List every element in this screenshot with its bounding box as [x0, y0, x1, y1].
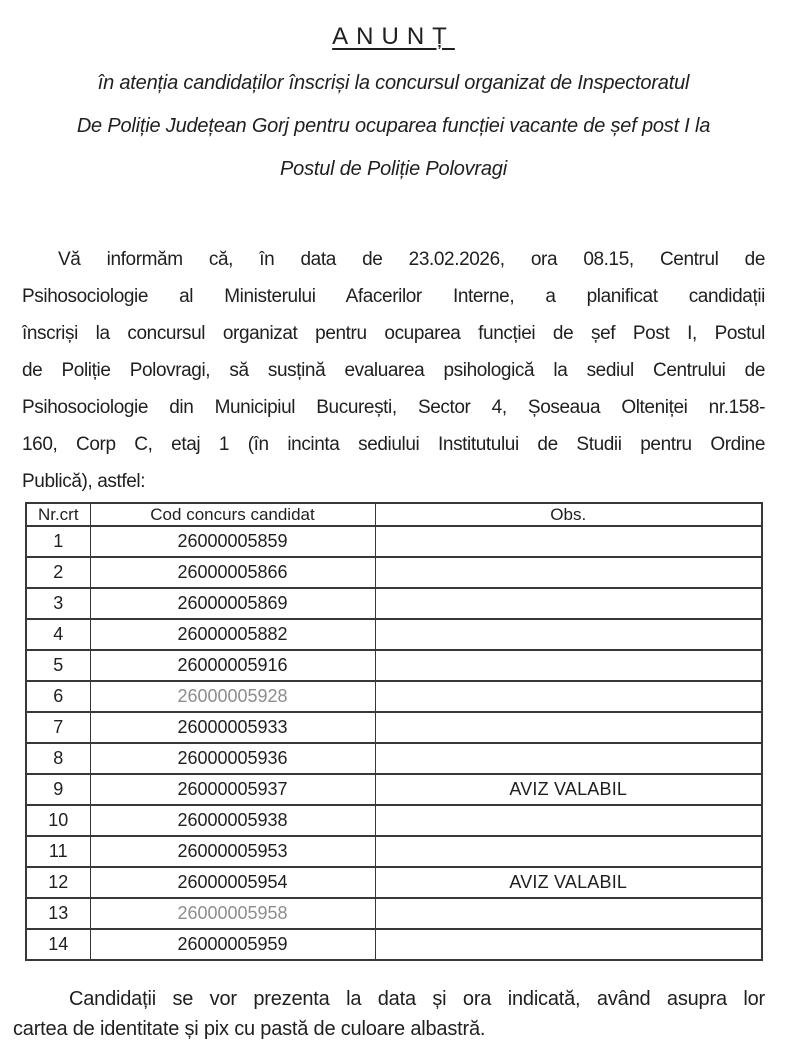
- candidate-code-cell: 26000005866: [90, 557, 375, 588]
- row-number-cell: 5: [26, 650, 90, 681]
- subtitle-line-3: Postul de Poliție Polovragi: [280, 158, 507, 180]
- row-number-cell: 7: [26, 712, 90, 743]
- row-number-cell: 14: [26, 929, 90, 960]
- candidate-code-cell: 26000005928: [90, 681, 375, 712]
- candidate-code-cell: 26000005938: [90, 805, 375, 836]
- closing-paragraph: [13, 984, 765, 1044]
- observation-cell: [375, 557, 762, 588]
- intro-line: Psihosociologie al Ministerului Afacerilor Interne, a planificat candidații: [22, 286, 765, 307]
- intro-line: Psihosociologie din Municipiul București, Sector 4, Șoseaua Olteniței nr.158-: [22, 397, 765, 418]
- candidate-code-cell: 26000005954: [90, 867, 375, 898]
- observation-cell: [375, 650, 762, 681]
- closing-line: cartea de identitate și pix cu pastă de culoare albastră.: [13, 1018, 486, 1040]
- candidates-table-header: [26, 503, 762, 526]
- subtitle-line-1: în atenția candidaților înscriși la concursul organizat de Inspectoratul: [97, 72, 690, 94]
- candidate-code-cell: 26000005958: [90, 898, 375, 929]
- table-row: [26, 929, 762, 960]
- row-number-cell: 2: [26, 557, 90, 588]
- row-number-cell: 12: [26, 867, 90, 898]
- table-row: [26, 588, 762, 619]
- table-row: [26, 805, 762, 836]
- observation-cell: [375, 619, 762, 650]
- intro-line: de Poliție Polovragi, să susțină evaluarea psihologică la sediul Centrului de: [22, 360, 765, 381]
- row-number-cell: 10: [26, 805, 90, 836]
- candidate-code-cell: 26000005959: [90, 929, 375, 960]
- table-row: [26, 619, 762, 650]
- intro-paragraph: [22, 241, 765, 500]
- observation-cell: [375, 743, 762, 774]
- table-row: [26, 681, 762, 712]
- observation-cell: [375, 805, 762, 836]
- table-row: [26, 774, 762, 805]
- table-row: [26, 650, 762, 681]
- header-nr-crt: Nr.crt: [26, 503, 90, 526]
- row-number-cell: 11: [26, 836, 90, 867]
- candidate-code-cell: 26000005936: [90, 743, 375, 774]
- candidate-code-cell: 26000005882: [90, 619, 375, 650]
- row-number-cell: 1: [26, 526, 90, 557]
- row-number-cell: 8: [26, 743, 90, 774]
- intro-line: înscriși la concursul organizat pentru ocuparea funcției de șef Post I, Postul: [22, 323, 765, 344]
- row-number-cell: 4: [26, 619, 90, 650]
- table-row: [26, 836, 762, 867]
- observation-cell: AVIZ VALABIL: [375, 867, 762, 898]
- row-number-cell: 3: [26, 588, 90, 619]
- candidate-code-cell: 26000005916: [90, 650, 375, 681]
- observation-cell: [375, 588, 762, 619]
- table-row: [26, 526, 762, 557]
- intro-line: Vă informăm că, în data de 23.02.2026, ora 08.15, Centrul de: [58, 249, 765, 270]
- candidate-code-cell: 26000005937: [90, 774, 375, 805]
- table-row: [26, 867, 762, 898]
- row-number-cell: 6: [26, 681, 90, 712]
- candidates-table: [25, 502, 763, 961]
- candidate-code-cell: 26000005859: [90, 526, 375, 557]
- candidate-code-cell: 26000005869: [90, 588, 375, 619]
- subtitle-line-2: De Poliție Județean Gorj pentru ocuparea funcției vacante de șef post I la: [76, 115, 711, 137]
- candidate-code-cell: 26000005933: [90, 712, 375, 743]
- document-title-text: ANUNȚ: [332, 23, 455, 50]
- observation-cell: [375, 898, 762, 929]
- intro-line: Publică), astfel:: [22, 471, 146, 492]
- header-cod-concurs: Cod concurs candidat: [90, 503, 375, 526]
- document-subtitle: [22, 62, 765, 191]
- observation-cell: [375, 681, 762, 712]
- candidate-code-cell: 26000005953: [90, 836, 375, 867]
- row-number-cell: 13: [26, 898, 90, 929]
- document-title: [22, 22, 765, 52]
- table-row: [26, 743, 762, 774]
- header-row: [26, 503, 762, 526]
- table-row: [26, 712, 762, 743]
- closing-line: Candidații se vor prezenta la data și ora indicată, având asupra lor: [69, 988, 765, 1010]
- candidates-table-body: [26, 526, 762, 960]
- observation-cell: AVIZ VALABIL: [375, 774, 762, 805]
- row-number-cell: 9: [26, 774, 90, 805]
- observation-cell: [375, 526, 762, 557]
- observation-cell: [375, 929, 762, 960]
- table-row: [26, 898, 762, 929]
- intro-line: 160, Corp C, etaj 1 (în incinta sediului Institutului de Studii pentru Ordine: [22, 434, 765, 455]
- observation-cell: [375, 712, 762, 743]
- table-row: [26, 557, 762, 588]
- observation-cell: [375, 836, 762, 867]
- header-obs: Obs.: [375, 503, 762, 526]
